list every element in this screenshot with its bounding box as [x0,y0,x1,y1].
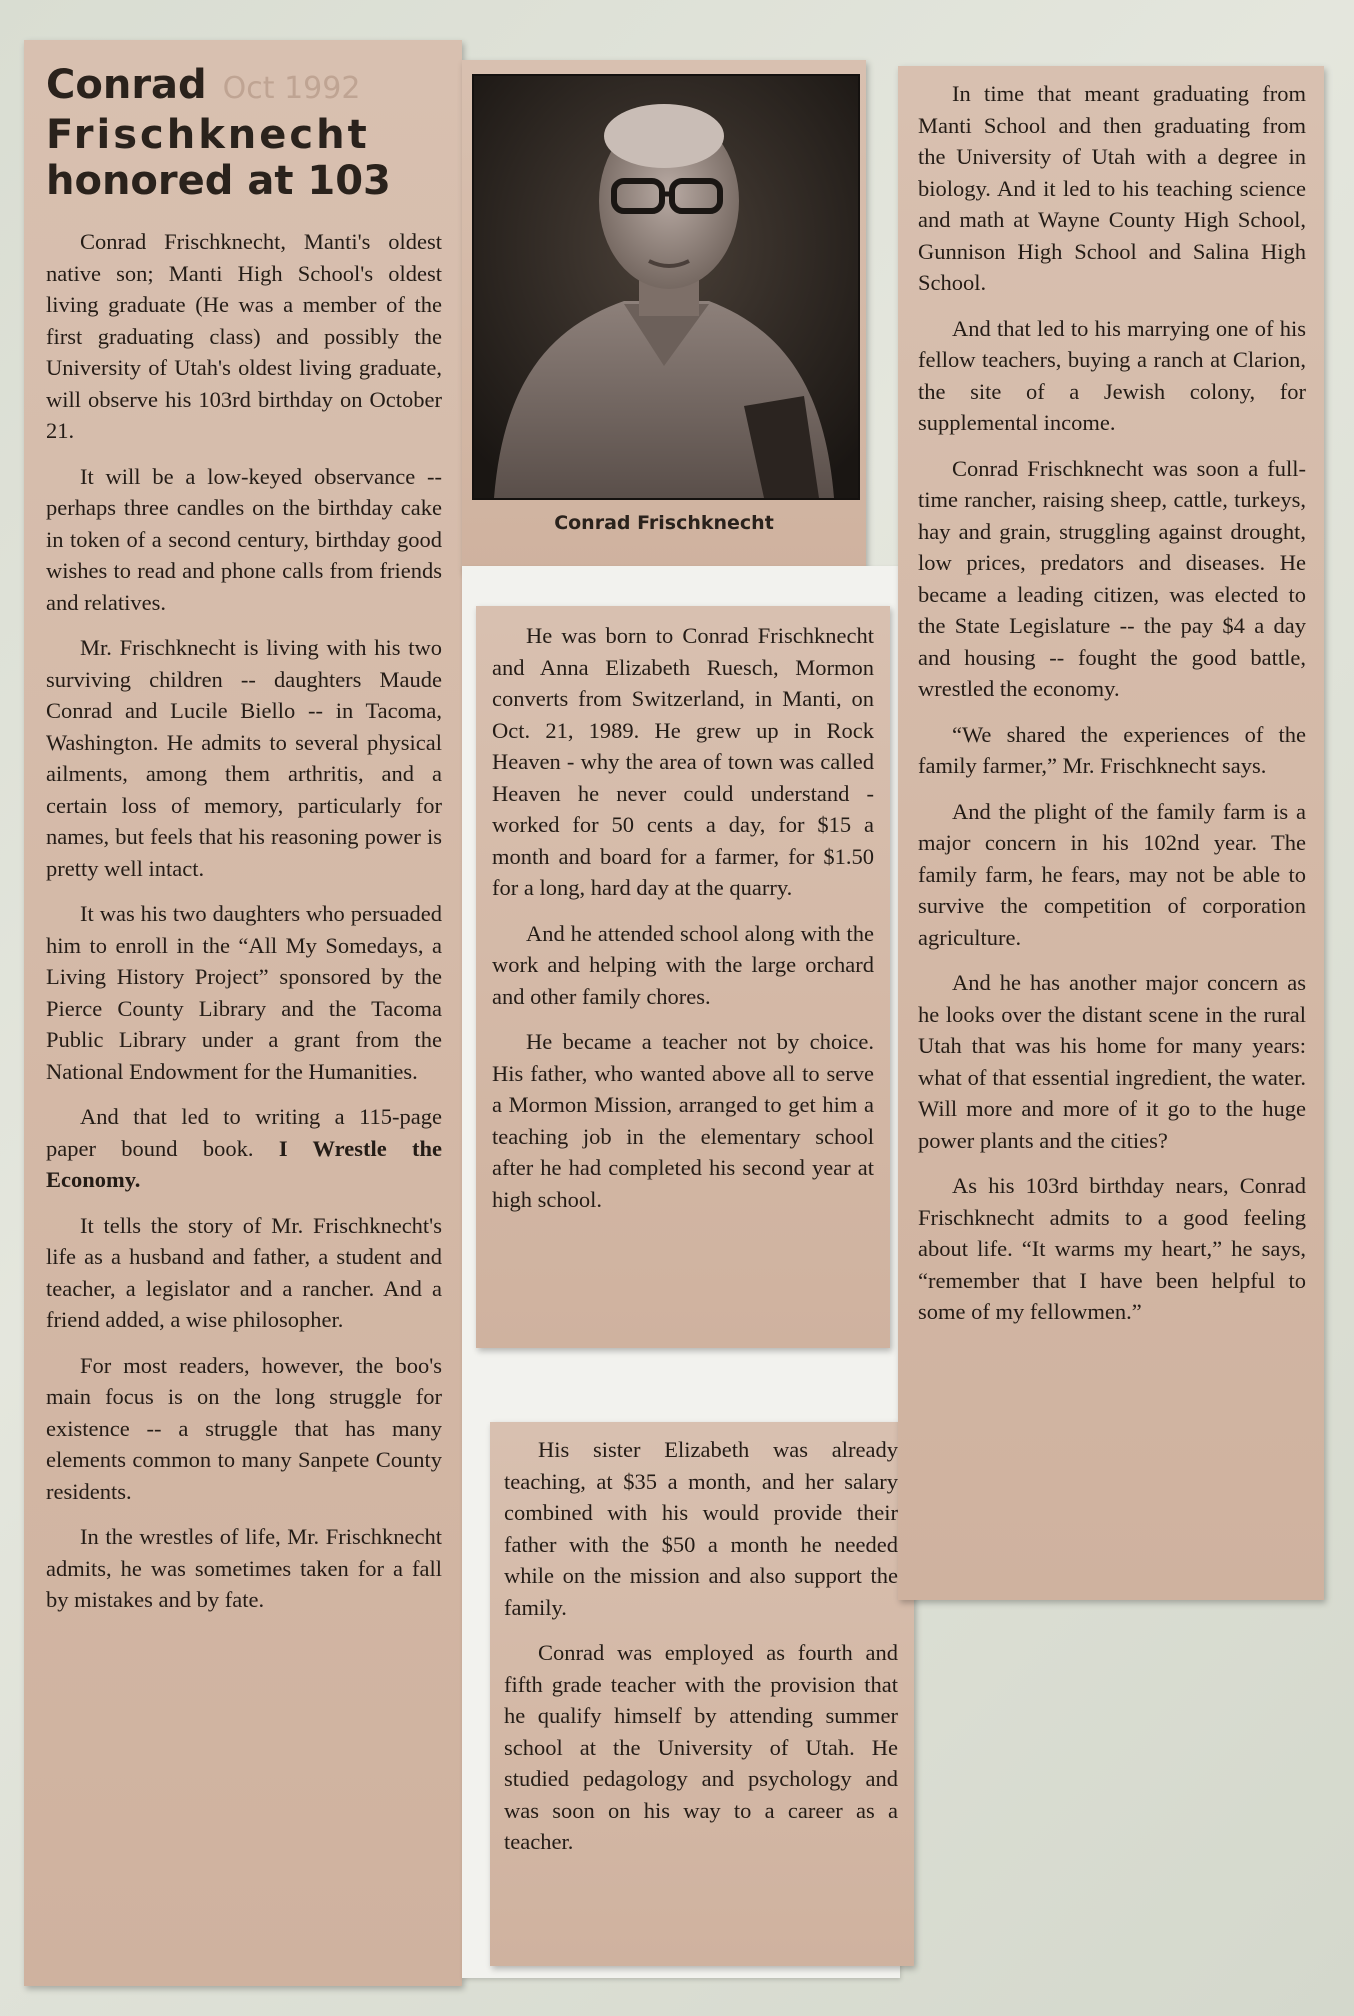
left-column-text [46,62,442,1630]
paragraph: It tells the story of Mr. Frischknecht's life as a husband and father, a student and teacher, a legislator and a rancher. And a friend added, a wise philosopher. [46,1212,442,1332]
book-title: I Wrestle the Economy. [46,1135,443,1192]
middle-top-text [492,620,874,1229]
paragraph: And he attended school along with the work and helping with the large orchard and other family chores. [492,920,874,1009]
headline-line3: honored at 103 [46,158,391,204]
book-lead: And that led to writing a 115-page paper bound book. [46,1104,442,1161]
clipping-middle-top [476,606,890,1348]
clipping-right-column [898,66,1324,1600]
paragraph: Conrad was employed as fourth and fifth grade teacher with the provision that he qualify himself by attending summer school at the University of Utah. He studied pedagology and psychology and was soon on his way to a career as a teacher. [504,1640,898,1854]
headline-line1: Conrad [46,62,207,108]
paragraph: Conrad Frischknecht was soon a full-time rancher, raising sheep, cattle, turkeys, hay and grain, struggling against drought, low prices, predators and diseases. He became a leading citizen, was elected to the State Legislature -- the pay $4 a day and housing -- fought the good battle, wrestled the economy. [918,455,1306,701]
paragraph: And the plight of the family farm is a major concern in his 102nd year. The family farm, he fears, may not be able to survive the competition of corporation agriculture. [918,798,1306,950]
headline [46,62,442,204]
middle-bottom-text [504,1434,898,1872]
right-column-text [918,78,1306,1342]
paragraph: Mr. Frischknecht is living with his two surviving children -- daughters Maude Conrad and Lucile Biello -- in Tacoma, Washington. He admits to several physical ailments, among them arthritis, and a certain loss of memory, particularly for names, but feels that his reasoning power is pretty well intact. [46,635,442,881]
paragraph: “We shared the experiences of the family farmer,” Mr. Frischknecht says. [918,721,1306,778]
portrait-photo [472,74,860,500]
paragraph: For most readers, however, the boo's main focus is on the long struggle for existence -- a struggle that has many elements common to many Sanpete County residents. [46,1352,442,1504]
paragraph: As his 103rd birthday nears, Conrad Frischknecht admits to a good feeling about life. “It warms my heart,” he says, “remember that I have been helpful to some of my fellowmen.” [918,1173,1306,1324]
date-stamp: Oct 1992 [222,71,361,106]
paragraph: His sister Elizabeth was already teaching, at $35 a month, and her salary combined with his would provide their father with the $50 a month he needed while on the mission and also support the family. [504,1437,898,1620]
paragraph: And that led to his marrying one of his fellow teachers, buying a ranch at Clarion, the site of a Jewish colony, for supplemental income. [918,315,1306,435]
paragraph: It will be a low-keyed observance -- perhaps three candles on the birthday cake in token of a second century, birthday good wishes to read and phone calls from friends and relatives. [46,463,442,615]
paragraph: In the wrestles of life, Mr. Frischknecht admits, he was sometimes taken for a fall by mistakes and by fate. [46,1524,442,1612]
paragraph: He became a teacher not by choice. His father, who wanted above all to serve a Mormon Mission, arranged to get him a teaching job in the elementary school after he had completed his second year at high school. [492,1029,874,1212]
photo-caption: Conrad Frischknecht [554,512,774,534]
portrait-elderly-man-glasses-icon [474,76,858,498]
paragraph: In time that meant graduating from Manti School and then graduating from the University of Utah with a degree in biology. And it led to his teaching science and math at Wayne County High School, Gunnison High School and Salina High School. [918,81,1306,295]
clipping-left-column [24,40,462,1986]
paragraph: It was his two daughters who persuaded him to enroll in the “All My Somedays, a Living History Project” sponsored by the Pierce County Library and the Tacoma Public Library under a grant from the National Endowment for the Humanities. [46,901,442,1084]
paragraph: He was born to Conrad Frischknecht and Anna Elizabeth Ruesch, Mormon converts from Switzerland, in Manti, on Oct. 21, 1989. He grew up in Rock Heaven - why the area of town was called Heaven he never could understand - worked for 50 cents a day, for $15 a month and board for a farmer, for $1.50 for a long, hard day at the quarry. [492,623,874,900]
paragraph: Conrad Frischknecht, Manti's oldest native son; Manti High School's oldest living graduate (He was a member of the first graduating class) and possibly the University of Utah's oldest living graduate, will observe his 103rd birthday on October 21. [46,229,442,443]
clipping-middle-bottom [490,1422,914,1966]
paragraph-book [46,1101,442,1196]
headline-line2: Frischknecht [46,112,370,158]
paragraph: And he has another major concern as he looks over the distant scene in the rural Utah that was his home for many years: what of that essential ingredient, the water. Will more and more of it go to the huge power plants and the cities? [918,970,1306,1153]
